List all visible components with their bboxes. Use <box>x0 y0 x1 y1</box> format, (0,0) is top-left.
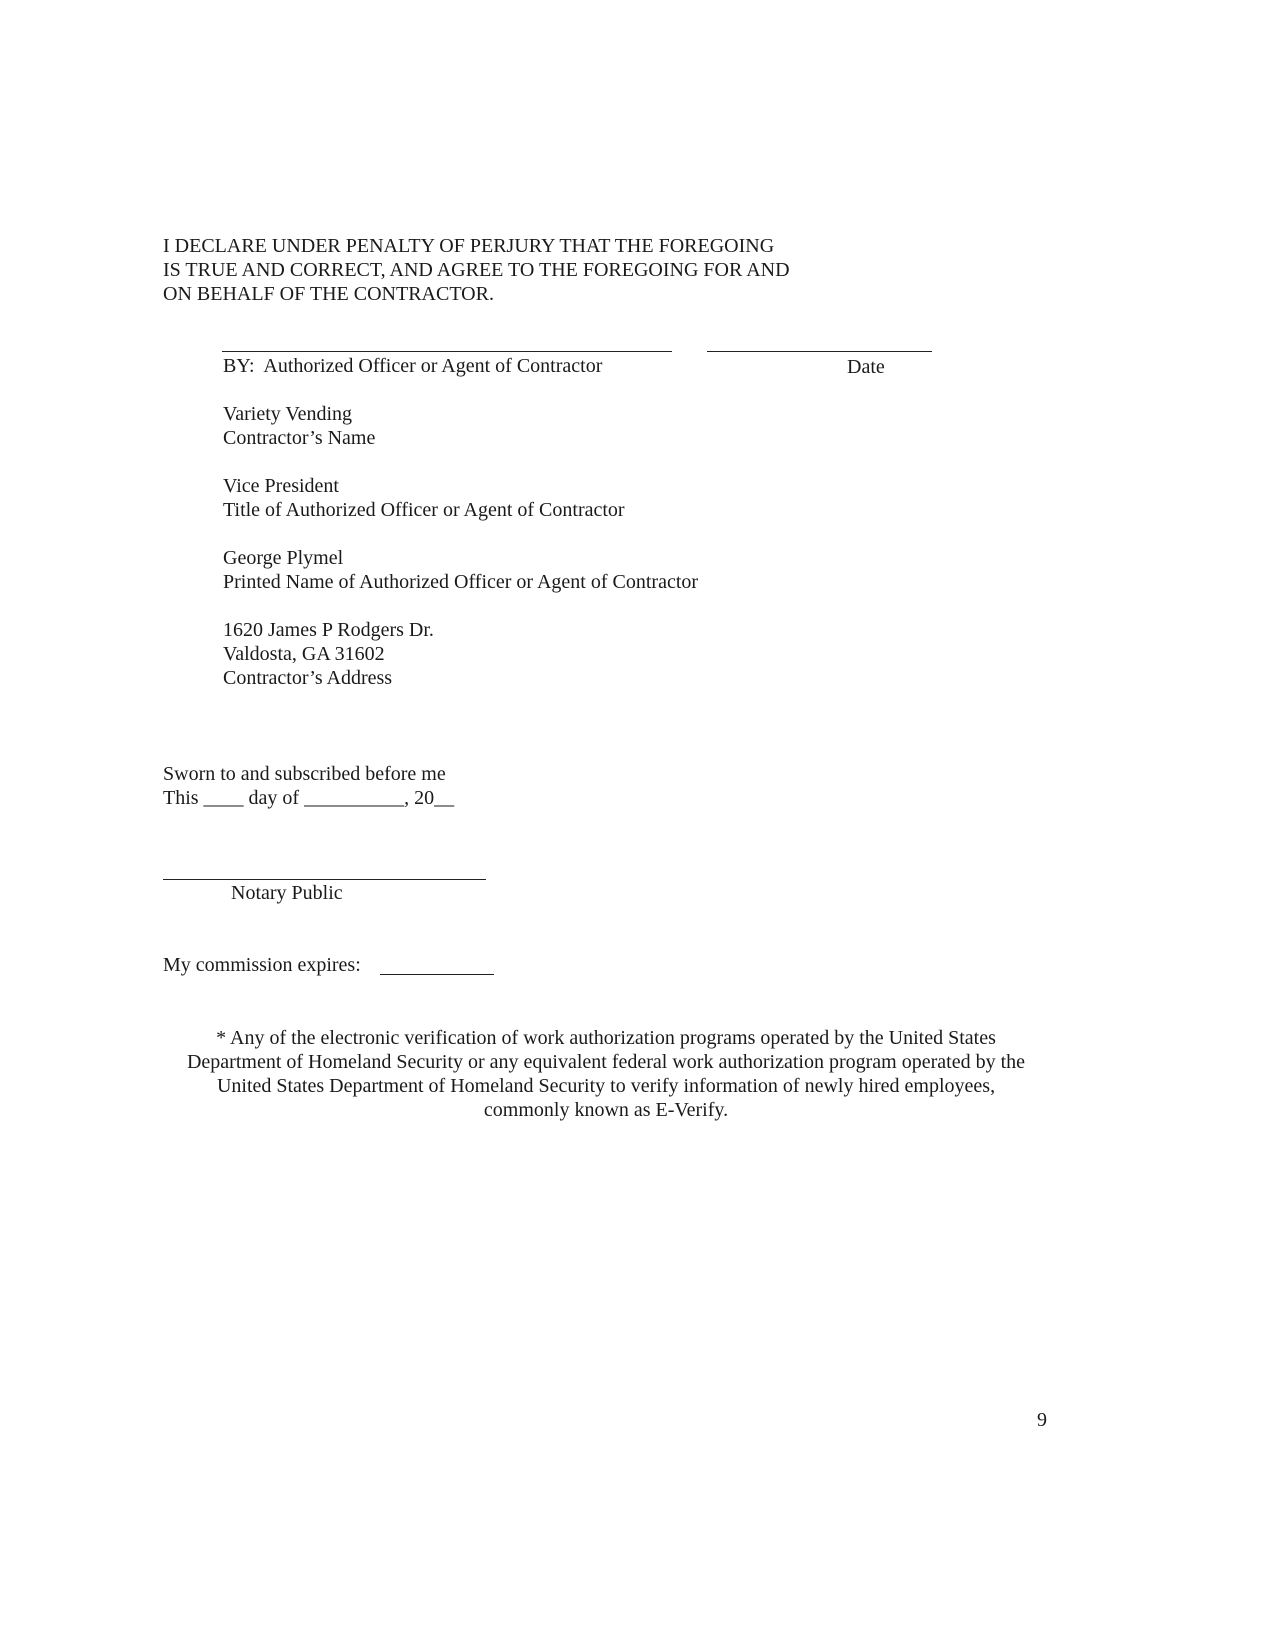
notary-label: Notary Public <box>231 882 343 904</box>
page-number: 9 <box>1037 1409 1047 1431</box>
address-line-2: Valdosta, GA 31602 <box>223 643 385 665</box>
notary-date-line: This ____ day of __________, 20__ <box>163 787 455 809</box>
footnote-line: Department of Homeland Security or any equivalent federal work authorization program operated by the <box>186 1051 1026 1073</box>
commission-label: My commission expires: <box>163 954 361 976</box>
signature-label: BY: Authorized Officer or Agent of Contractor <box>223 355 603 377</box>
officer-title: Vice President <box>223 475 339 497</box>
date-label: Date <box>847 356 885 378</box>
footnote-line: * Any of the electronic verification of work authorization programs operated by the United States <box>216 1027 996 1049</box>
declaration-line: IS TRUE AND CORRECT, AND AGREE TO THE FOREGOING FOR AND <box>163 259 790 281</box>
printed-name-label: Printed Name of Authorized Officer or Agent of Contractor <box>223 571 699 593</box>
address-label: Contractor’s Address <box>223 667 393 689</box>
date-line[interactable] <box>707 351 932 352</box>
signature-line[interactable] <box>222 351 672 352</box>
footnote-line: commonly known as E-Verify. <box>483 1099 729 1121</box>
officer-title-label: Title of Authorized Officer or Agent of Contractor <box>223 499 625 521</box>
declaration-line: ON BEHALF OF THE CONTRACTOR. <box>163 283 494 305</box>
contractor-name: Variety Vending <box>223 403 353 425</box>
sworn-line: Sworn to and subscribed before me <box>163 763 446 785</box>
footnote-line: United States Department of Homeland Security to verify information of newly hired employees, <box>216 1075 996 1097</box>
notary-signature-line[interactable] <box>163 879 486 880</box>
contractor-name-label: Contractor’s Name <box>223 427 376 449</box>
commission-line[interactable] <box>380 974 494 975</box>
printed-name: George Plymel <box>223 547 344 569</box>
address-line-1: 1620 James P Rodgers Dr. <box>223 619 434 641</box>
declaration-line: I DECLARE UNDER PENALTY OF PERJURY THAT THE FOREGOING <box>163 235 775 257</box>
